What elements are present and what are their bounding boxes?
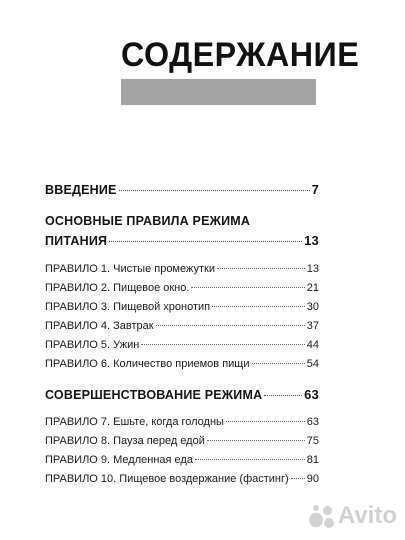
watermark-text: Avito xyxy=(337,502,397,529)
toc-entry-label: ВВЕДЕНИЕ xyxy=(45,183,117,197)
dot-leader xyxy=(226,421,305,422)
toc-entry-label: СОВЕРШЕНСТВОВАНИЕ РЕЖИМА xyxy=(45,388,263,402)
toc-entry-rule[interactable] xyxy=(45,263,319,275)
toc-entry-rule[interactable] xyxy=(45,416,319,428)
toc-entry-rule[interactable] xyxy=(45,435,319,447)
toc-entry-label: ПРАВИЛО 9. Медленная еда xyxy=(45,454,193,466)
toc-entry-label: ПРАВИЛО 4. Завтрак xyxy=(45,320,154,332)
toc-page-number: 7 xyxy=(311,182,319,197)
toc-page-number: 81 xyxy=(306,454,319,466)
toc-section-title-line1: ОСНОВНЫЕ ПРАВИЛА РЕЖИМА xyxy=(45,214,251,228)
toc-page-number: 13 xyxy=(304,233,319,248)
toc-page-number: 21 xyxy=(306,282,319,294)
toc-entry-label: ПРАВИЛО 7. Ешьте, когда голодны xyxy=(45,416,224,428)
dot-leader xyxy=(191,287,304,288)
toc-entry-label: ПРАВИЛО 2. Пищевое окно. xyxy=(45,282,190,294)
toc-entry-section1[interactable] xyxy=(45,233,319,248)
dot-leader xyxy=(264,395,302,396)
dot-leader xyxy=(156,325,305,326)
dot-leader xyxy=(119,190,310,191)
toc-entry-label: ПИТАНИЯ xyxy=(45,234,108,248)
dot-leader xyxy=(252,363,305,364)
toc-entry-label: ПРАВИЛО 6. Количество приемов пищи xyxy=(45,358,250,370)
toc-entry-rule[interactable] xyxy=(45,339,319,351)
toc-entry-section2[interactable] xyxy=(45,387,319,402)
toc-entry-intro[interactable] xyxy=(45,182,319,197)
dot-leader xyxy=(195,459,305,460)
toc-page-number: 63 xyxy=(304,387,319,402)
toc-page-number: 13 xyxy=(306,263,319,275)
dot-leader xyxy=(217,268,305,269)
toc-entry-label: ПРАВИЛО 8. Пауза перед едой xyxy=(45,435,205,447)
page-title: СОДЕРЖАНИЕ xyxy=(121,36,360,74)
toc-page-number: 90 xyxy=(306,473,319,485)
toc-page-number: 75 xyxy=(306,435,319,447)
toc-entry-label: ПРАВИЛО 10. Пищевое воздержание (фастинг) xyxy=(45,473,289,485)
toc-entry-label: ПРАВИЛО 5. Ужин xyxy=(45,339,140,351)
toc-entry-rule[interactable] xyxy=(45,301,319,313)
toc-entry-rule[interactable] xyxy=(45,454,319,466)
dot-leader xyxy=(141,344,304,345)
dot-leader xyxy=(212,306,305,307)
avito-dots-icon xyxy=(309,503,335,529)
toc-page-number: 54 xyxy=(306,358,319,370)
dot-leader xyxy=(207,440,305,441)
toc-page-number: 30 xyxy=(306,301,319,313)
title-grey-bar xyxy=(121,79,316,105)
avito-watermark xyxy=(309,502,397,530)
toc-entry-rule[interactable] xyxy=(45,473,319,485)
toc-entry-label: ПРАВИЛО 1. Чистые промежутки xyxy=(45,263,215,275)
dot-leader xyxy=(109,241,302,242)
dot-leader xyxy=(291,478,305,479)
toc-entry-rule[interactable] xyxy=(45,282,319,294)
toc-entry-label: ПРАВИЛО 3. Пищевой хронотип xyxy=(45,301,211,313)
toc-page-number: 37 xyxy=(306,320,319,332)
toc-entry-rule[interactable] xyxy=(45,358,319,370)
toc-page-number: 44 xyxy=(306,339,319,351)
toc-entry-rule[interactable] xyxy=(45,320,319,332)
toc-page-number: 63 xyxy=(306,416,319,428)
